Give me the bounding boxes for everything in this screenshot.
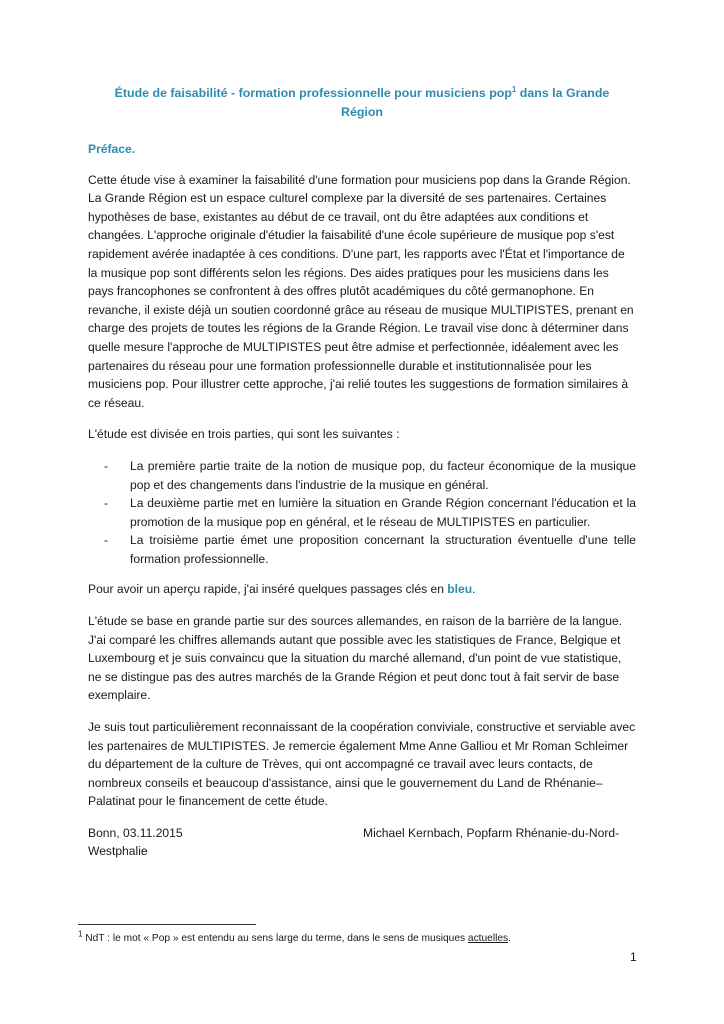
key-passages-end: . xyxy=(472,582,476,597)
list-item xyxy=(88,494,636,531)
paragraph-intro: Cette étude vise à examiner la faisabilité d'une formation pour musiciens pop dans la Grande Région. La Grande Région est un espace culturel complexe par la diversité de ses partenaires. Certaines hypothèses de base, existantes au début de ce travail, ont du être adaptées aux conditions et changées. L'approche originale d'étudier la faisabilité d'une école supérieure de musique pop s'est rapidement avérée inadaptée à ces conditions. D'une part, les rapports avec l'État et l'importance de la musique pop sont différents selon les régions. Des aides pratiques pour les musiciens dans les pays francophones se confrontent à des offres plutôt académiques du côté germanophone. En revanche, il existe déjà un soutien coordonné grâce au réseau de musique MULTIPISTES, prenant en charge des projets de toutes les régions de la Grande Région. Le travail vise donc à déterminer dans quelle mesure l'approche de MULTIPISTES peut être admise et perfectionnée, idéalement avec les partenaires du réseau pour une formation professionnelle durable et institutionnalisée pour les musiciens pop. Pour illustrer cette approche, j'ai relié toutes les suggestions de formation similaires à ce réseau. xyxy=(88,172,634,410)
list-item-text: La deuxième partie met en lumière la situation en Grande Région concernant l'éducation et la promotion de la musique pop en général, et le réseau de MULTIPISTES en particulier. xyxy=(130,496,636,529)
paragraph-key-passages xyxy=(88,580,636,599)
paragraph-acknowledgements: Je suis tout particulièrement reconnaissant de la coopération conviviale, constructive et serviable avec les partenaires de MULTIPISTES. Je remercie également Mme Anne Galliou et Mr Roman Schleimer du département de la culture de Trèves, qui ont accompagné ce travail avec leurs contacts, de nombreux conseils et beaucoup d'assistance, ainsi que le gouvernement du Land de Rhénanie–Palatinat pour le financement de cette étude. xyxy=(88,720,636,809)
page-number: 1 xyxy=(630,950,637,964)
title-footnote-ref[interactable]: 1 xyxy=(511,84,517,94)
list-item xyxy=(88,457,636,494)
paragraph-structure: L'étude est divisée en trois parties, qui sont les suivantes : xyxy=(88,427,400,442)
footnote xyxy=(78,929,511,946)
signature-block xyxy=(88,824,636,862)
title-rest: dans la Grande Région xyxy=(341,86,610,119)
footnote-text: NdT : le mot « Pop » est entendu au sens large du terme, dans le sens de musiques xyxy=(82,933,468,944)
paragraph-sources: L'étude se base en grande partie sur des sources allemandes, en raison de la barrière de la langue. J'ai comparé les chiffres allemands autant que possible avec les statistiques de France, Belgique et Luxembourg et je suis convaincu que la situation du marché allemand, d'un point de vue statistique, ne se distingue pas des autres marchés de la Grande Région et peut donc tout à fait servir de base exemplaire. xyxy=(88,614,623,703)
list-item xyxy=(88,531,636,568)
list-marker: - xyxy=(104,496,109,511)
list-marker: - xyxy=(104,533,109,548)
parts-list xyxy=(88,457,636,569)
place-date: Bonn, 03.11.2015 xyxy=(88,826,183,840)
preface-heading: Préface. xyxy=(88,142,136,156)
author-name: Michael Kernbach, Popfarm Rhénanie-du-Nord- xyxy=(363,826,620,840)
title-main: Étude de faisabilité - formation professionnelle pour musiciens pop xyxy=(114,86,512,100)
document-title xyxy=(88,84,636,122)
list-item-text: La troisième partie émet une proposition concernant la structuration éventuelle d'une telle formation professionnelle. xyxy=(130,533,636,566)
author-name-continued: Westphalie xyxy=(88,844,148,858)
blue-highlight-word: bleu xyxy=(447,582,473,597)
page-content xyxy=(88,84,636,862)
footnote-underlined-word: actuelles xyxy=(467,933,509,944)
footnote-number: 1 xyxy=(78,929,83,939)
list-item-text: La première partie traite de la notion de musique pop, du facteur économique de la musique pop et des changements dans l'industrie de la musique en général. xyxy=(130,458,636,492)
footnote-separator xyxy=(78,924,256,925)
list-marker: - xyxy=(104,458,109,473)
key-passages-text: Pour avoir un aperçu rapide, j'ai inséré quelques passages clés en xyxy=(88,582,448,597)
footnote-text-end: . xyxy=(508,933,511,944)
